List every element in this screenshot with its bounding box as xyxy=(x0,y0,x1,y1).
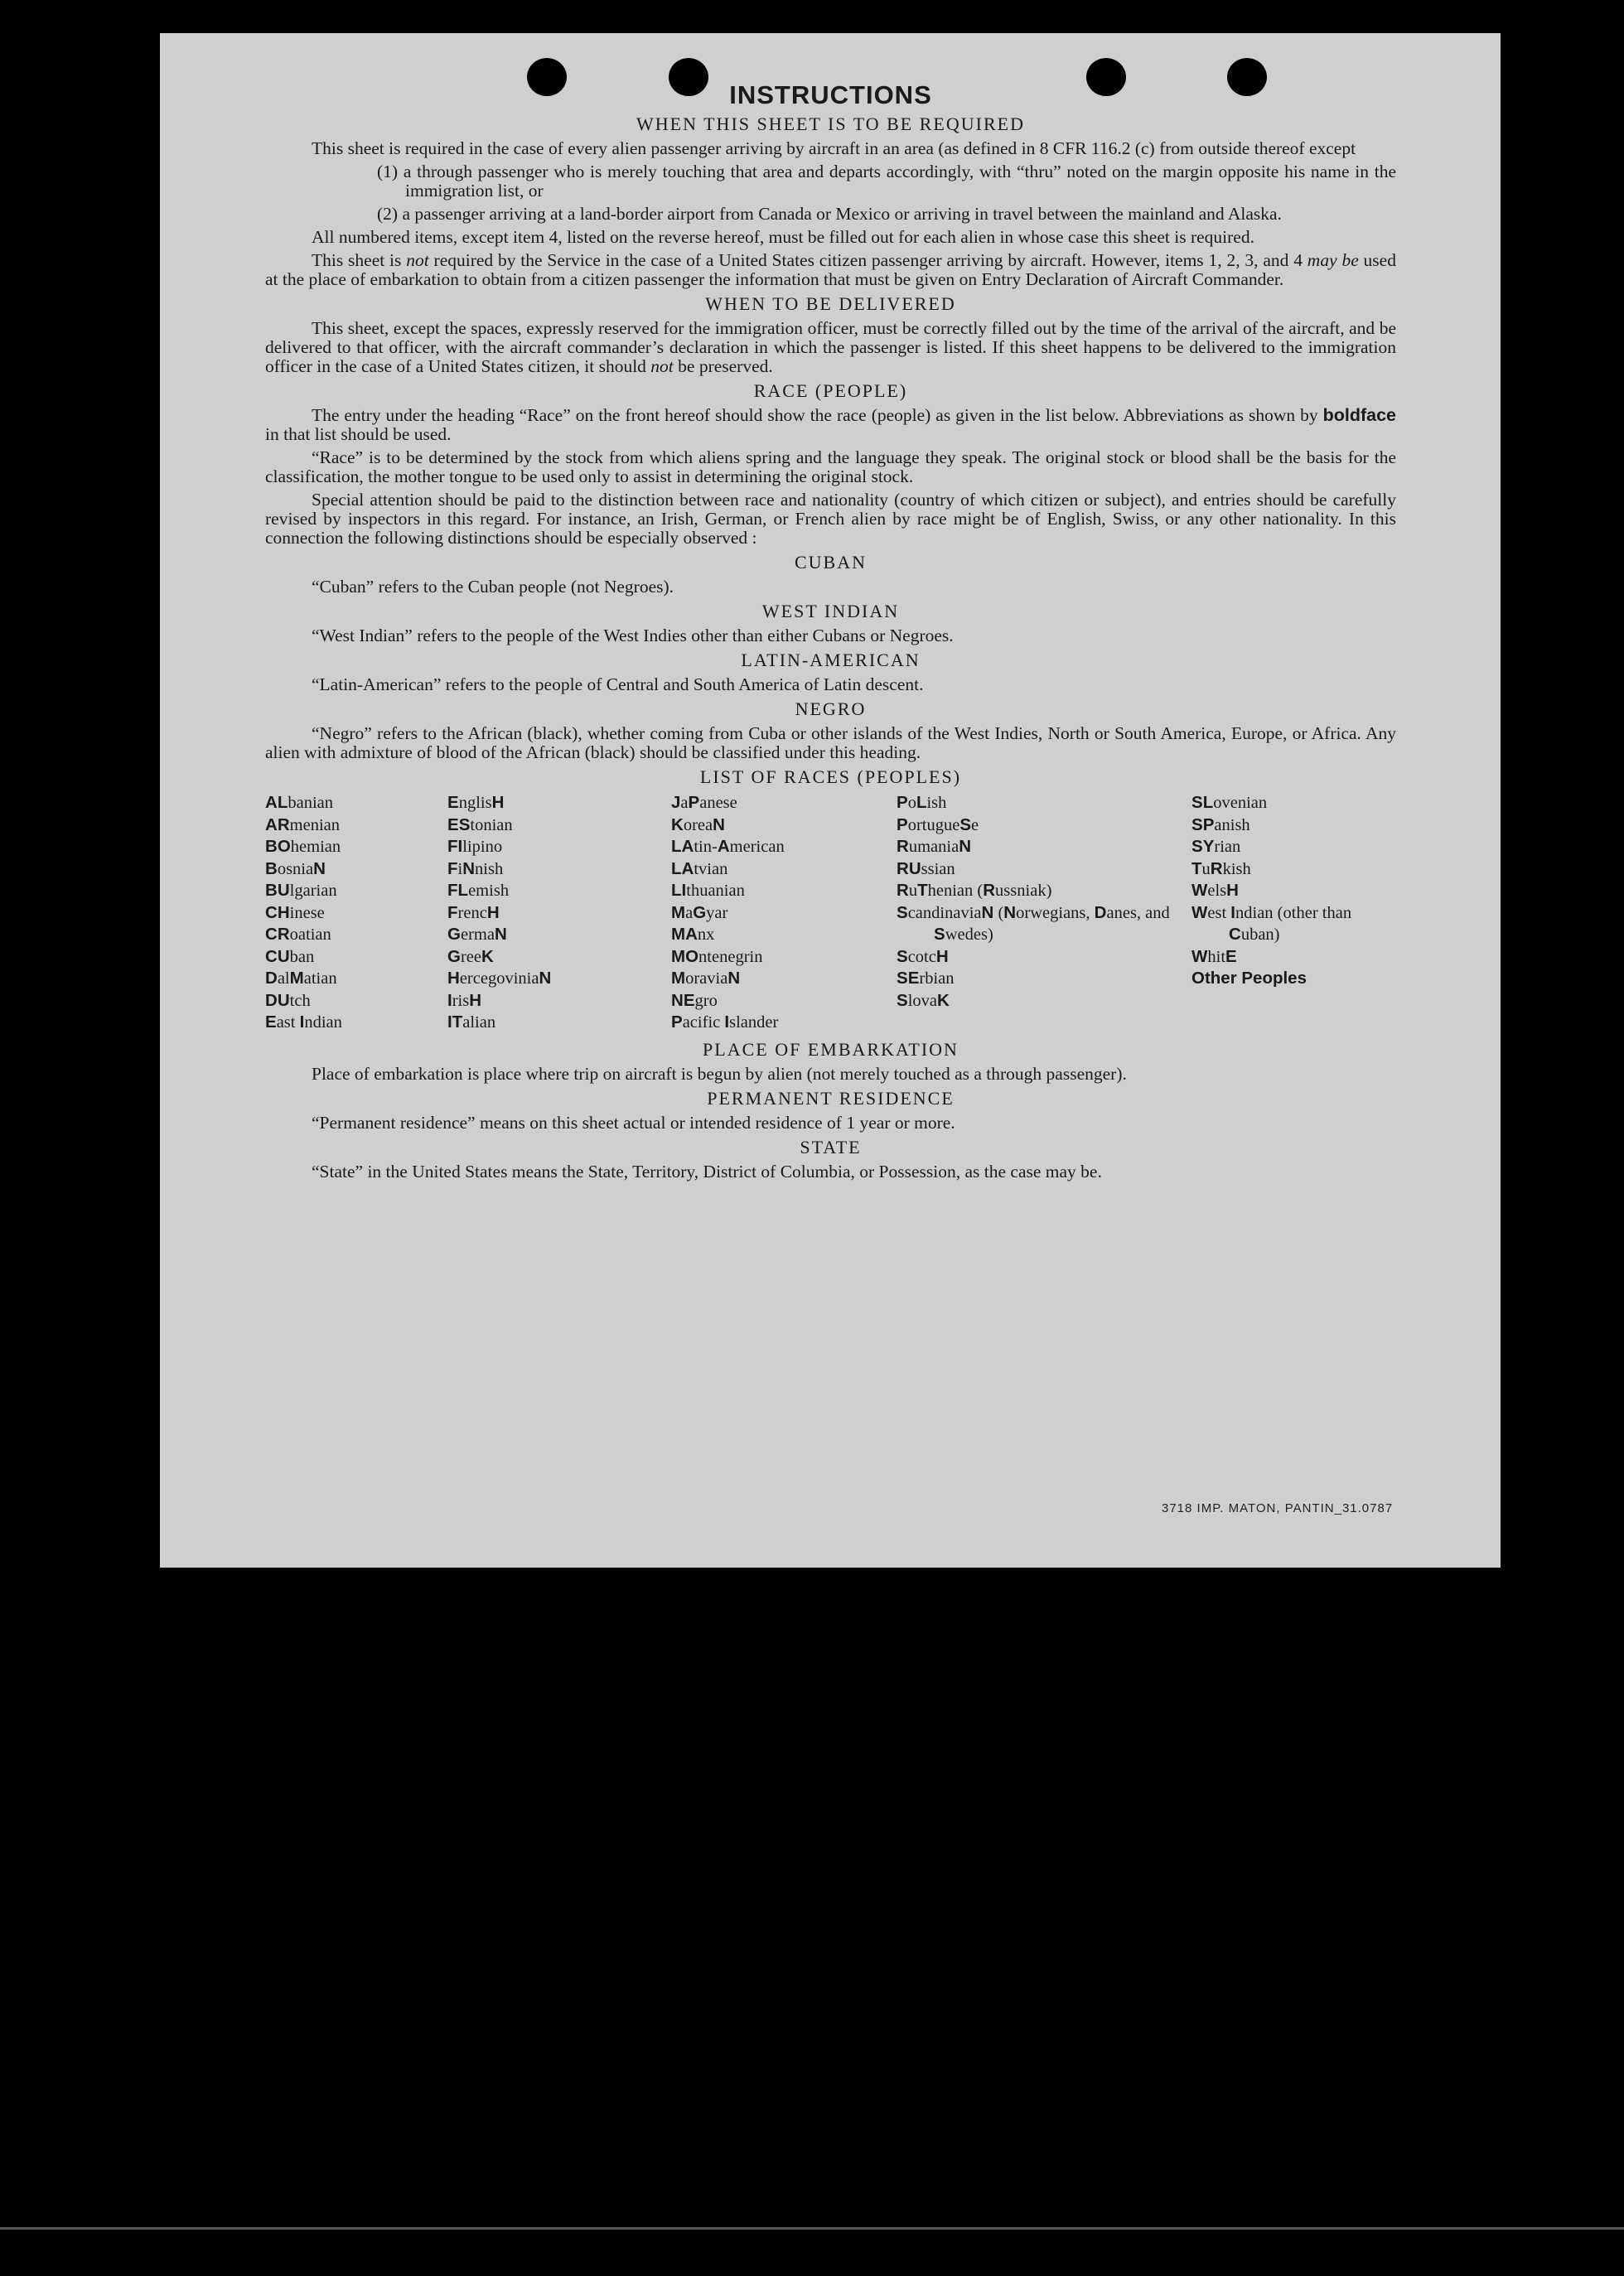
race-entry: FIlipino xyxy=(447,837,503,856)
races-column xyxy=(265,792,447,1034)
heading-when-required: WHEN THIS SHEET IS TO BE REQUIRED xyxy=(636,114,1025,134)
race-entry: SYrian xyxy=(1191,837,1241,856)
paragraph: All numbered items, except item 4, listed on the reverse hereof, must be filled out for each alien in whose case this sheet is required. xyxy=(312,227,1254,247)
race-entry: DalMatian xyxy=(265,969,337,988)
race-entry: CHinese xyxy=(265,902,325,922)
emphasis: may be xyxy=(1307,250,1359,270)
race-entry: SErbian xyxy=(897,969,955,988)
race-entry: East Indian xyxy=(265,1012,342,1032)
paragraph xyxy=(265,319,1396,376)
document-page xyxy=(160,33,1501,1568)
list-item: (1) a through passenger who is merely touching that area and departs accordingly, with “thru” noted on the margin opposite his name in the immigration list, or xyxy=(377,162,1396,201)
race-entry: SPanish xyxy=(1191,814,1250,834)
text-run: be preserved. xyxy=(673,356,773,376)
race-entry: ALbanian xyxy=(265,793,334,812)
race-entry: BUlgarian xyxy=(265,881,337,900)
race-entry: RuThenian (Russniak) xyxy=(897,881,1052,900)
heading-latin-american: LATIN-AMERICAN xyxy=(741,650,921,670)
heading-cuban: CUBAN xyxy=(794,552,867,573)
heading-embarkation: PLACE OF EMBARKATION xyxy=(703,1038,959,1060)
printer-mark: 3718 IMP. MATON, PANTIN_31.0787 xyxy=(1162,1501,1394,1515)
heading-negro: NEGRO xyxy=(795,698,867,719)
list-item: (2) a passenger arriving at a land-border airport from Canada or Mexico or arriving in travel between the mainland and Alaska. xyxy=(377,204,1282,224)
paragraph: “Permanent residence” means on this sheet actual or intended residence of 1 year or more. xyxy=(312,1112,955,1133)
text-run: This sheet, except the spaces, expressly reserved for the immigration officer, must be correctly filled out by the time of the arrival of the aircraft, and be delivered to that officer, with the aircraft commander’s declaration in which the passenger is listed. If this sheet happens to be delivered to the immigration officer in the case of a United States citizen, it should xyxy=(265,318,1396,376)
paragraph: “Cuban” refers to the Cuban people (not Negroes). xyxy=(312,577,674,597)
race-entry: MoraviaN xyxy=(671,969,741,988)
paragraph: “Race” is to be determined by the stock from which aliens spring and the language they speak. The original stock or blood shall be the basis for the classification, the mother tongue to be used only to assist in determining the original stock. xyxy=(265,447,1396,486)
paragraph xyxy=(265,406,1396,444)
text-run: used at the place of embarkation to obtain from a citizen passenger the information that must be given on Entry Declaration of Aircraft Commander. xyxy=(265,250,1396,289)
races-column xyxy=(897,792,1191,1034)
race-entry: TuRkish xyxy=(1191,858,1251,878)
race-entry: ScandinaviaN (Norwegians, Danes, and Swedes) xyxy=(897,902,1170,944)
race-entry: CRoatian xyxy=(265,925,331,944)
race-entry: GermaN xyxy=(447,925,507,944)
paragraph: “Negro” refers to the African (black), whether coming from Cuba or other islands of the West Indies, North or South America, Europe, or Africa. Any alien with admixture of blood of the African (black) should be classified under this heading. xyxy=(265,723,1396,762)
text-run: required by the Service in the case of a United States citizen passenger arriving by aircraft. However, items 1, 2, 3, and 4 xyxy=(428,250,1307,270)
heading-permanent-residence: PERMANENT RESIDENCE xyxy=(707,1087,955,1109)
boldface-word: boldface xyxy=(1322,405,1396,425)
race-entry: ScotcH xyxy=(897,946,949,966)
races-column xyxy=(447,792,671,1034)
paragraph: “State” in the United States means the State, Territory, District of Columbia, or Possession, as the case may be. xyxy=(312,1161,1102,1181)
race-entry: JaPanese xyxy=(671,793,737,812)
race-entry: LIthuanian xyxy=(671,881,745,900)
race-entry: MOntenegrin xyxy=(671,946,763,966)
race-entry: SLovenian xyxy=(1191,793,1268,812)
paragraph: “West Indian” refers to the people of the West Indies other than either Cubans or Negroes. xyxy=(312,626,954,645)
race-entry: ITalian xyxy=(447,1012,496,1032)
race-entry: FLemish xyxy=(447,881,510,900)
race-entry: EnglisH xyxy=(447,793,505,812)
race-entry: LAtvian xyxy=(671,858,728,878)
race-entry: Other Peoples xyxy=(1191,969,1307,988)
race-entry: PoLish xyxy=(897,793,947,812)
heading-state: STATE xyxy=(800,1136,862,1157)
heading-when-delivered: WHEN TO BE DELIVERED xyxy=(705,293,956,314)
race-entry: NEgro xyxy=(671,990,718,1010)
race-entry: SlovaK xyxy=(897,990,950,1010)
race-entry: GreeK xyxy=(447,946,494,966)
heading-west-indian: WEST INDIAN xyxy=(761,601,900,621)
race-entry: KoreaN xyxy=(671,814,725,834)
race-entry: MAnx xyxy=(671,925,715,944)
races-column xyxy=(671,792,897,1034)
race-entry: WelsH xyxy=(1191,881,1239,900)
race-entry: FrencH xyxy=(447,902,500,922)
race-entry: PortugueSe xyxy=(897,814,979,834)
paragraph: This sheet is required in the case of every alien passenger arriving by aircraft in an area (as defined in 8 CFR 116.2 (c) from outside thereof except xyxy=(312,138,1356,158)
emphasis: not xyxy=(650,356,674,376)
race-entry: EStonian xyxy=(447,814,513,834)
paragraph: Special attention should be paid to the distinction between race and nationality (country of which citizen or subject), and entries should be carefully revised by inspectors in this regard. For instance, an Irish, German, or French alien by race might be of English, Swiss, or any other nationality. In this connection the following distinctions should be especially observed : xyxy=(265,490,1396,548)
emphasis: not xyxy=(406,250,429,270)
race-entry: IrisH xyxy=(447,990,482,1010)
race-entry: BOhemian xyxy=(265,837,341,856)
document-title: INSTRUCTIONS xyxy=(729,80,932,109)
race-entry: WhitE xyxy=(1191,946,1237,966)
race-entry: Pacific Islander xyxy=(671,1012,779,1032)
race-entry: West Indian (other than Cuban) xyxy=(1191,902,1352,944)
race-entry: CUban xyxy=(265,946,315,966)
scan-edge-line xyxy=(0,2227,1624,2230)
race-entry: DUtch xyxy=(265,990,311,1010)
paragraph: Place of embarkation is place where trip on aircraft is begun by alien (not merely touched as a through passenger). xyxy=(312,1063,1127,1084)
text-run: The entry under the heading “Race” on the front hereof should show the race (people) as given in the list below. Abbreviations as shown by xyxy=(312,405,1323,425)
race-entry: RUssian xyxy=(897,858,955,878)
paragraph xyxy=(265,251,1396,289)
text-run: in that list should be used. xyxy=(265,424,452,444)
race-entry: RumaniaN xyxy=(897,837,971,856)
race-entry: HercegoviniaN xyxy=(447,969,552,988)
text-run: This sheet is xyxy=(312,250,407,270)
heading-race: RACE (PEOPLE) xyxy=(753,380,908,401)
document-body xyxy=(265,81,1396,1186)
race-entry: BosniaN xyxy=(265,858,326,878)
races-column xyxy=(1191,792,1396,1034)
race-entry: FiNnish xyxy=(447,858,504,878)
race-entry: LAtin-American xyxy=(671,837,785,856)
race-entry: MaGyar xyxy=(671,902,728,922)
heading-list-of-races: LIST OF RACES (PEOPLES) xyxy=(699,766,962,787)
races-list xyxy=(265,792,1396,1034)
paragraph: “Latin-American” refers to the people of Central and South America of Latin descent. xyxy=(312,674,924,694)
race-entry: ARmenian xyxy=(265,814,340,834)
